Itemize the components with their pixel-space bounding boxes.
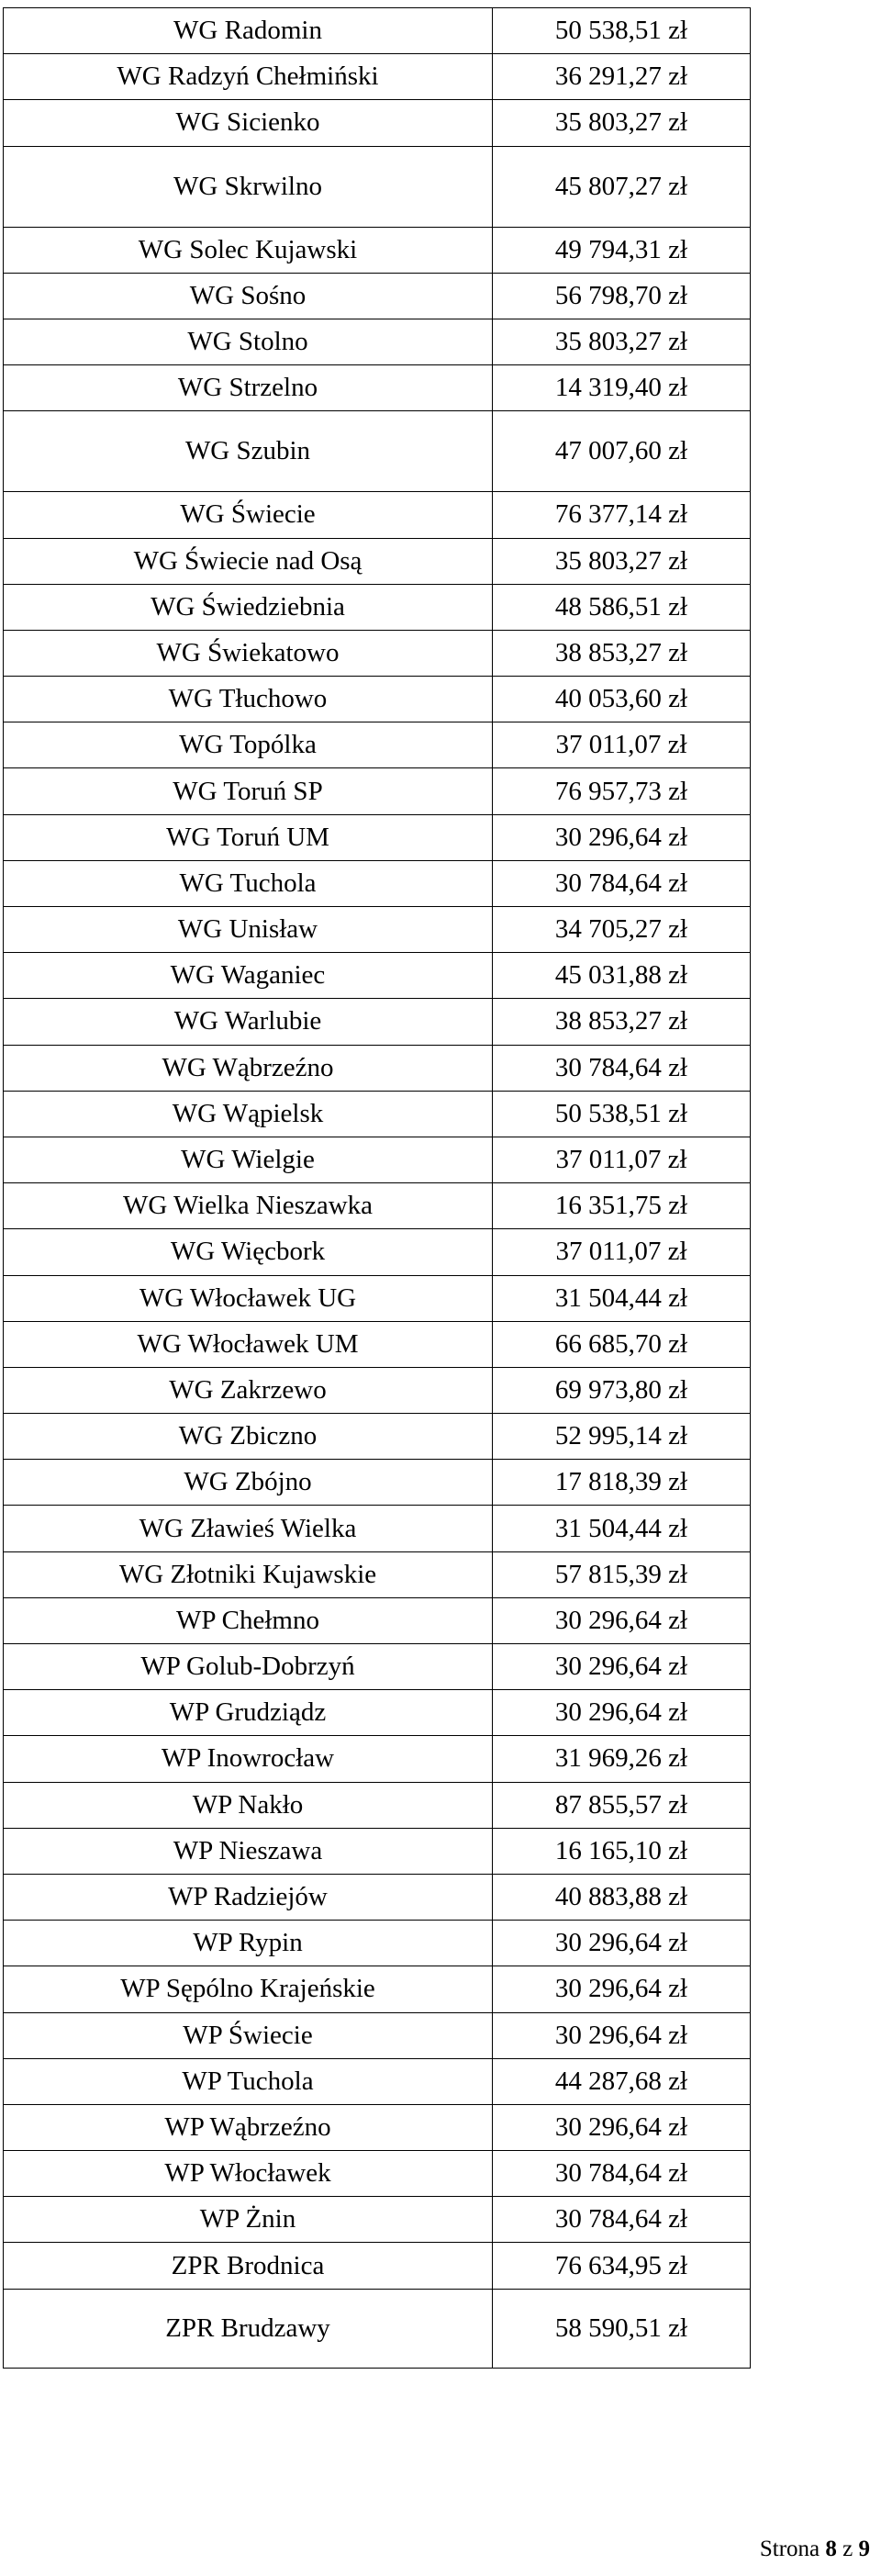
table-row [4,907,751,953]
entity-name-cell: WG Zbiczno [4,1414,493,1460]
table-row [4,814,751,860]
entity-name-cell: WG Toruń SP [4,768,493,814]
entity-name-cell: WG Zławieś Wielka [4,1506,493,1551]
entity-name-cell: WG Waganiec [4,953,493,999]
amount-cell: 30 784,64 zł [493,2197,751,2243]
table-row [4,1690,751,1736]
entity-name-cell: WG Włocławek UG [4,1275,493,1321]
entity-name-cell: WG Włocławek UM [4,1321,493,1367]
table-row [4,953,751,999]
amount-cell: 30 296,64 zł [493,2104,751,2150]
entity-name-cell: WP Nakło [4,1782,493,1828]
entity-name-cell: WP Nieszawa [4,1828,493,1874]
amounts-table [3,7,751,2369]
table-row [4,1091,751,1137]
entity-name-cell: WG Wąbrzeźno [4,1045,493,1091]
table-row [4,2197,751,2243]
table-row [4,1367,751,1413]
amount-cell: 30 296,64 zł [493,814,751,860]
entity-name-cell: WG Topólka [4,722,493,768]
table-row [4,999,751,1045]
entity-name-cell: WG Złotniki Kujawskie [4,1551,493,1597]
entity-name-cell: WG Zakrzewo [4,1367,493,1413]
table-row [4,227,751,273]
entity-name-cell: ZPR Brodnica [4,2243,493,2289]
entity-name-cell: WP Sępólno Krajeńskie [4,1966,493,2012]
amount-cell: 50 538,51 zł [493,8,751,54]
amount-cell: 40 883,88 zł [493,1874,751,1920]
entity-name-cell: WG Świecie [4,492,493,538]
entity-name-cell: WG Strzelno [4,365,493,411]
entity-name-cell: WP Rypin [4,1921,493,1966]
entity-name-cell: WG Radomin [4,8,493,54]
table-row [4,1782,751,1828]
amount-cell: 16 165,10 zł [493,1828,751,1874]
table-row [4,1183,751,1229]
amount-cell: 38 853,27 zł [493,999,751,1045]
amount-cell: 49 794,31 zł [493,227,751,273]
table-row [4,54,751,100]
table-row [4,538,751,584]
entity-name-cell: WG Sośno [4,273,493,319]
entity-name-cell: WG Świecie nad Osą [4,538,493,584]
entity-name-cell: WG Warlubie [4,999,493,1045]
entity-name-cell: WG Wielgie [4,1137,493,1182]
table-row [4,584,751,630]
amounts-table-body [4,8,751,2369]
table-row [4,1644,751,1690]
table-row [4,365,751,411]
table-row [4,1828,751,1874]
table-row [4,1045,751,1091]
table-row [4,1874,751,1920]
amount-cell: 35 803,27 zł [493,538,751,584]
table-row [4,1736,751,1782]
entity-name-cell: WP Radziejów [4,1874,493,1920]
entity-name-cell: WG Unisław [4,907,493,953]
entity-name-cell: WG Świekatowo [4,630,493,676]
amount-cell: 31 504,44 zł [493,1506,751,1551]
table-row [4,146,751,227]
table-row [4,1551,751,1597]
entity-name-cell: WG Szubin [4,411,493,492]
amount-cell: 30 784,64 zł [493,860,751,906]
table-row [4,319,751,364]
footer-page-number: 8 [825,2537,837,2561]
amount-cell: 35 803,27 zł [493,100,751,146]
amount-cell: 45 031,88 zł [493,953,751,999]
table-row [4,100,751,146]
amount-cell: 45 807,27 zł [493,146,751,227]
amount-cell: 76 377,14 zł [493,492,751,538]
page-footer [760,2537,870,2562]
table-row [4,1460,751,1506]
table-row [4,630,751,676]
table-row [4,2151,751,2197]
footer-separator: z [842,2537,853,2561]
footer-page-label: Strona [759,2537,820,2561]
table-row [4,1921,751,1966]
amount-cell: 30 784,64 zł [493,2151,751,2197]
table-row [4,2243,751,2289]
amount-cell: 30 296,64 zł [493,1966,751,2012]
table-row [4,1321,751,1367]
amount-cell: 40 053,60 zł [493,677,751,722]
amount-cell: 50 538,51 zł [493,1091,751,1137]
table-row [4,677,751,722]
amount-cell: 37 011,07 zł [493,1229,751,1275]
entity-name-cell: WG Świedziebnia [4,584,493,630]
amount-cell: 30 296,64 zł [493,2012,751,2058]
amount-cell: 16 351,75 zł [493,1183,751,1229]
amount-cell: 30 296,64 zł [493,1644,751,1690]
table-row [4,2104,751,2150]
entity-name-cell: WG Więcbork [4,1229,493,1275]
entity-name-cell: WP Wąbrzeźno [4,2104,493,2150]
amount-cell: 31 969,26 zł [493,1736,751,1782]
amount-cell: 57 815,39 zł [493,1551,751,1597]
table-row [4,768,751,814]
amount-cell: 52 995,14 zł [493,1414,751,1460]
amount-cell: 36 291,27 zł [493,54,751,100]
entity-name-cell: ZPR Brudzawy [4,2289,493,2368]
table-row [4,492,751,538]
amount-cell: 38 853,27 zł [493,630,751,676]
entity-name-cell: WG Sicienko [4,100,493,146]
entity-name-cell: WG Wielka Nieszawka [4,1183,493,1229]
entity-name-cell: WG Radzyń Chełmiński [4,54,493,100]
entity-name-cell: WG Wąpielsk [4,1091,493,1137]
amount-cell: 76 634,95 zł [493,2243,751,2289]
entity-name-cell: WP Chełmno [4,1597,493,1643]
entity-name-cell: WG Stolno [4,319,493,364]
entity-name-cell: WP Tuchola [4,2058,493,2104]
entity-name-cell: WP Inowrocław [4,1736,493,1782]
table-row [4,722,751,768]
amount-cell: 30 296,64 zł [493,1690,751,1736]
table-row [4,1229,751,1275]
table-row [4,2012,751,2058]
table-row [4,1597,751,1643]
table-row [4,2058,751,2104]
amount-cell: 66 685,70 zł [493,1321,751,1367]
amount-cell: 87 855,57 zł [493,1782,751,1828]
footer-page-total: 9 [858,2537,870,2561]
table-row [4,273,751,319]
amount-cell: 47 007,60 zł [493,411,751,492]
entity-name-cell: WG Toruń UM [4,814,493,860]
table-row [4,860,751,906]
amount-cell: 34 705,27 zł [493,907,751,953]
amount-cell: 69 973,80 zł [493,1367,751,1413]
amount-cell: 76 957,73 zł [493,768,751,814]
entity-name-cell: WG Tuchola [4,860,493,906]
entity-name-cell: WP Żnin [4,2197,493,2243]
amount-cell: 30 296,64 zł [493,1921,751,1966]
amount-cell: 48 586,51 zł [493,584,751,630]
table-row [4,2289,751,2368]
entity-name-cell: WG Zbójno [4,1460,493,1506]
amount-cell: 31 504,44 zł [493,1275,751,1321]
entity-name-cell: WP Grudziądz [4,1690,493,1736]
amount-cell: 17 818,39 zł [493,1460,751,1506]
amount-cell: 37 011,07 zł [493,722,751,768]
entity-name-cell: WG Tłuchowo [4,677,493,722]
entity-name-cell: WG Skrwilno [4,146,493,227]
table-row [4,8,751,54]
amount-cell: 35 803,27 zł [493,319,751,364]
amount-cell: 30 784,64 zł [493,1045,751,1091]
table-row [4,1137,751,1182]
amount-cell: 56 798,70 zł [493,273,751,319]
entity-name-cell: WP Golub-Dobrzyń [4,1644,493,1690]
table-row [4,1506,751,1551]
table-row [4,1275,751,1321]
entity-name-cell: WG Solec Kujawski [4,227,493,273]
amount-cell: 44 287,68 zł [493,2058,751,2104]
amount-cell: 14 319,40 zł [493,365,751,411]
entity-name-cell: WP Świecie [4,2012,493,2058]
amount-cell: 58 590,51 zł [493,2289,751,2368]
table-row [4,1414,751,1460]
amount-cell: 30 296,64 zł [493,1597,751,1643]
table-row [4,1966,751,2012]
table-row [4,411,751,492]
entity-name-cell: WP Włocławek [4,2151,493,2197]
amount-cell: 37 011,07 zł [493,1137,751,1182]
